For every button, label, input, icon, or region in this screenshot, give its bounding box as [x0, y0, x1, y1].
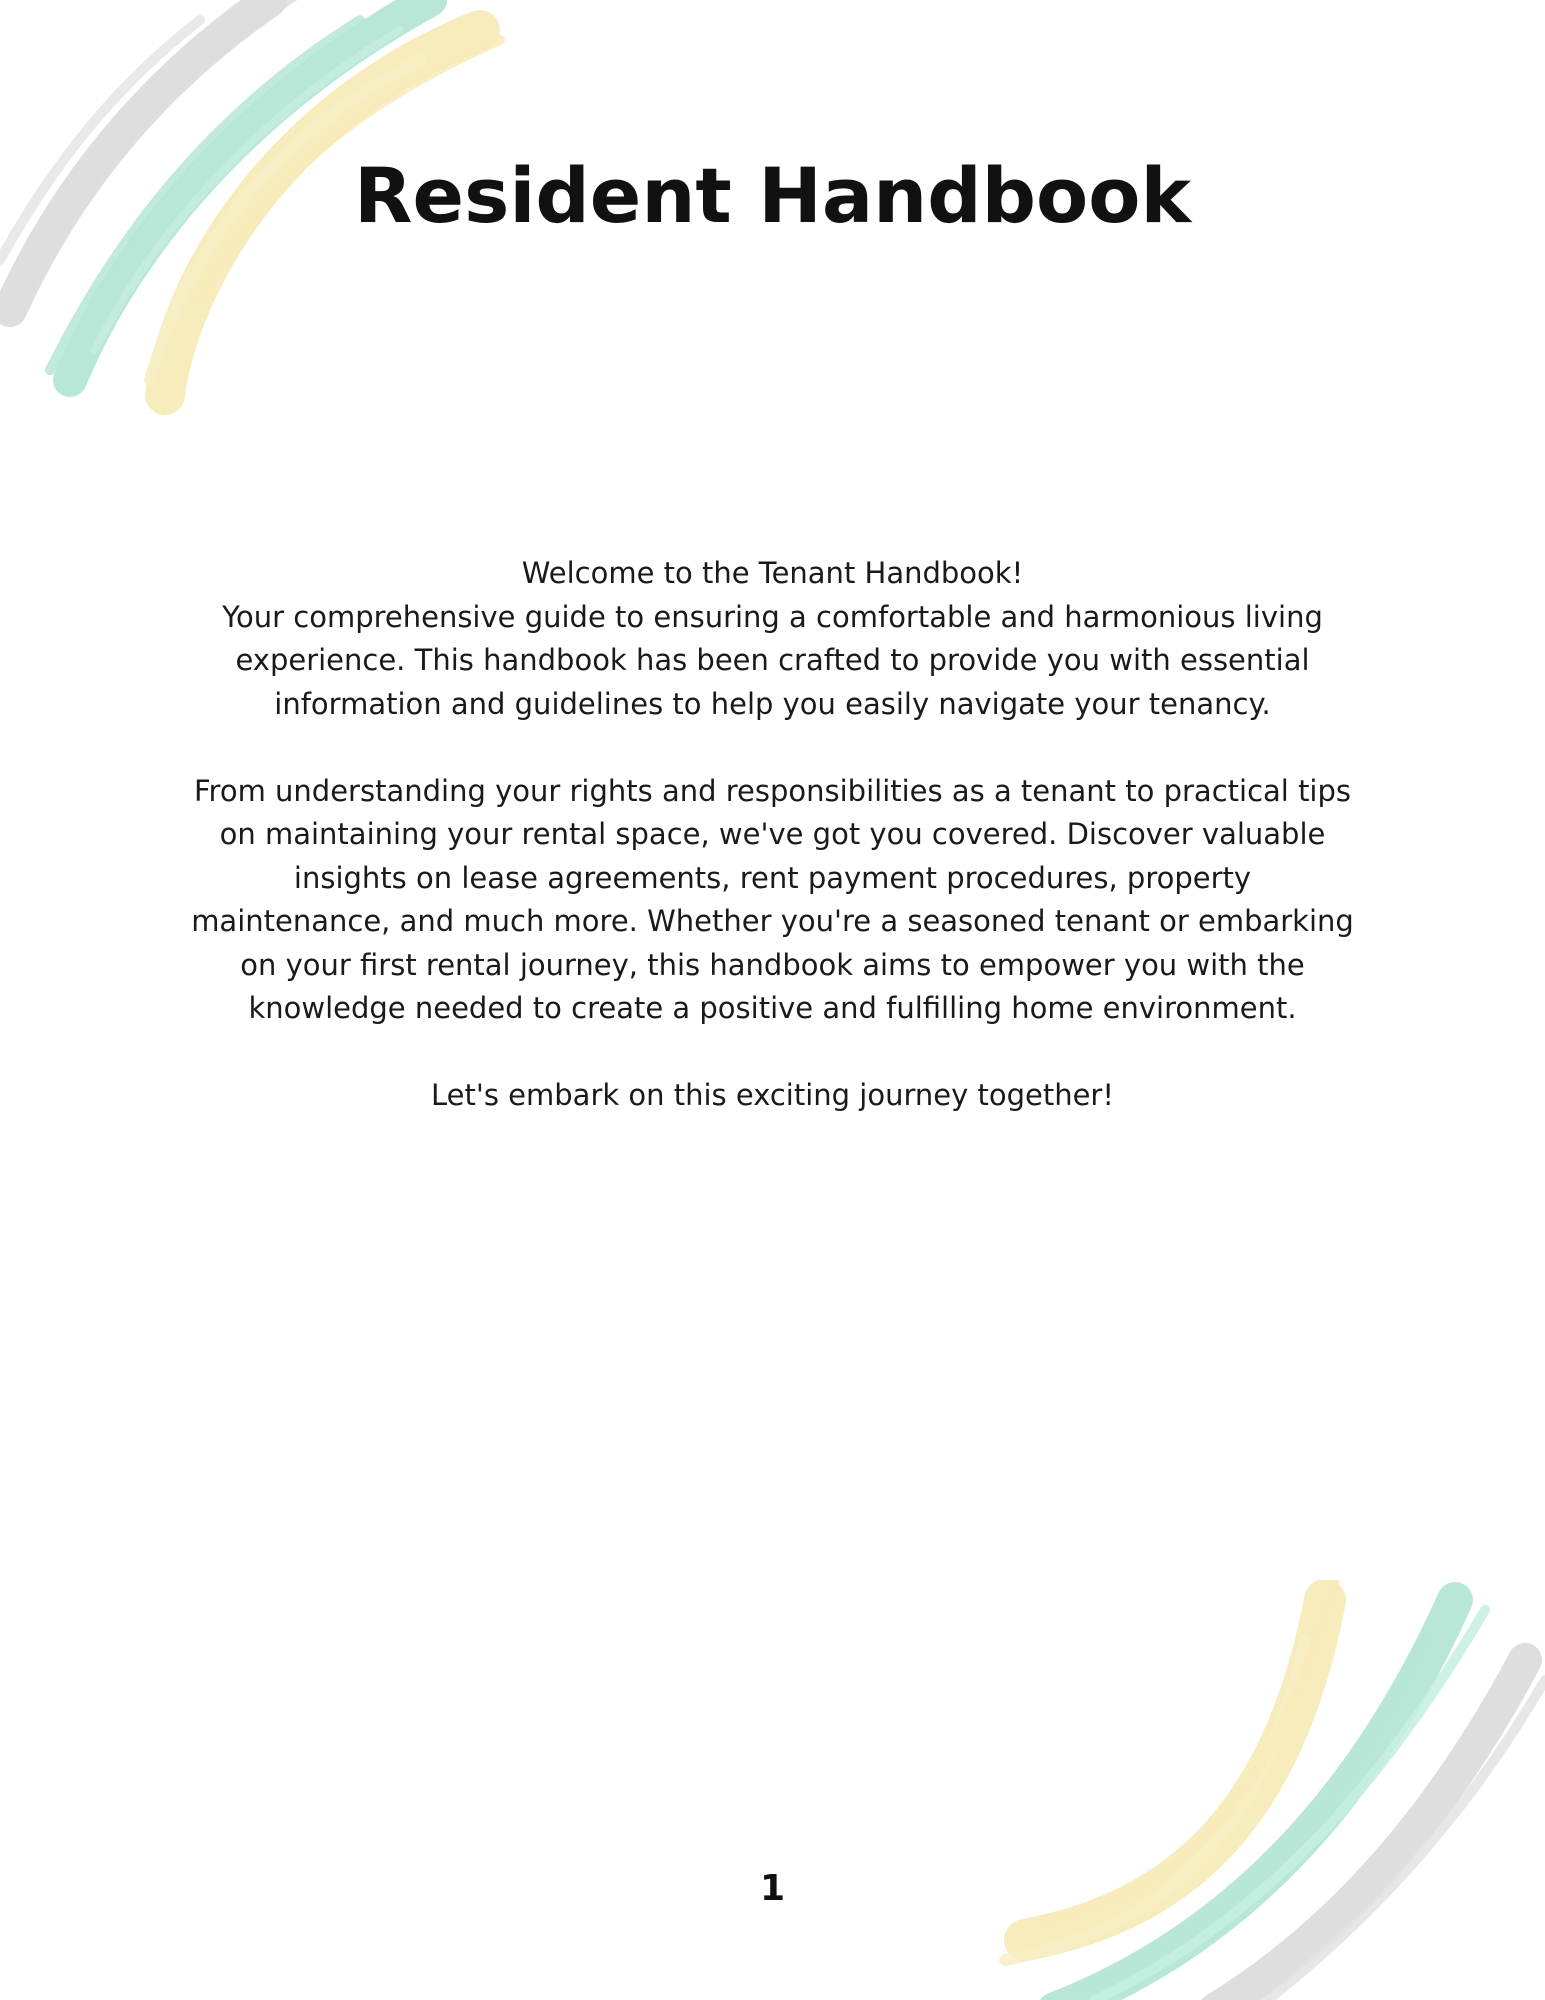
paragraph-spacer — [190, 1031, 1355, 1075]
welcome-line: Welcome to the Tenant Handbook! — [521, 556, 1024, 590]
paragraph-spacer — [190, 726, 1355, 770]
body-paragraph: From understanding your rights and responsibilities as a tenant to practical tips on maintaining your rental space, we've got you covered. Discover valuable insights on lease agreements, rent payment procedures, property maintenance, and much more. Whether you're a seasoned tenant or embarking on your first rental journey, this handbook aims to empower you with the knowledge needed to create a positive and fulfilling home environment. — [191, 773, 1354, 1025]
intro-paragraph: Your comprehensive guide to ensuring a comfortable and harmonious living experience. This handbook has been crafted to provide you with essential information and guidelines to help you easily navigate your tenancy. — [222, 599, 1323, 721]
page-number: 1 — [759, 1868, 786, 1909]
brush-stroke-bottom-right-decoration — [985, 1580, 1545, 2000]
page-title: Resident Handbook — [354, 151, 1191, 240]
handbook-body — [190, 552, 1355, 1118]
closing-line: Let's embark on this exciting journey together! — [431, 1078, 1114, 1112]
